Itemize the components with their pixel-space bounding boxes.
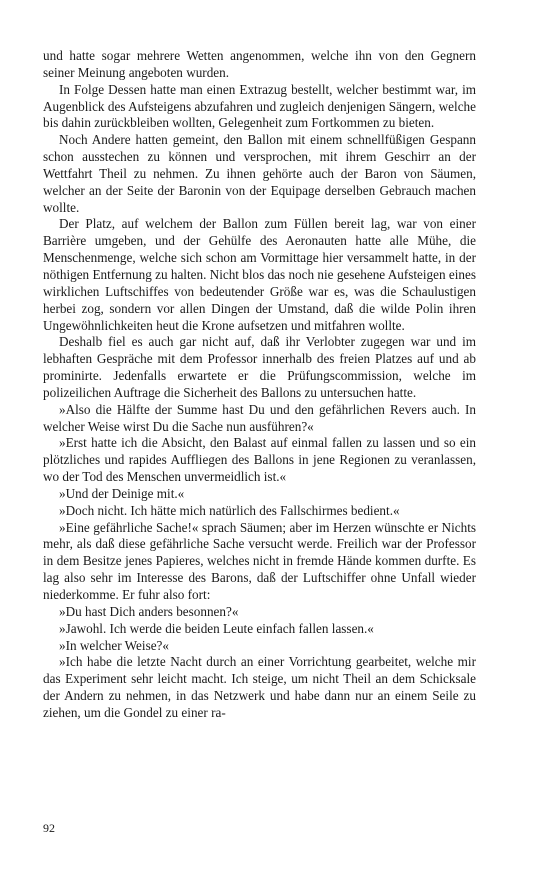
dialogue-line: »Du hast Dich anders besonnen?« bbox=[59, 603, 239, 619]
paragraph: und hatte sogar mehrere Wetten angenommen, welche ihn von den Gegnern seiner Meinung angeboten wurden. bbox=[43, 48, 476, 80]
dialogue-line: »Erst hatte ich die Absicht, den Balast auf einmal fallen zu lassen und so ein plötzliches und rapides Auffliegen des Ballons in jene Regionen zu veranlassen, wo der Tod des Menschen unvermeidlich ist.« bbox=[43, 435, 476, 485]
dialogue-line: »In welcher Weise?« bbox=[59, 637, 170, 653]
paragraph: Deshalb fiel es auch gar nicht auf, daß ihr Verlobter zugegen war und im lebhaften Gespräche mit dem Professor innerhalb des freien Platzes auf und ab prominirte. Jedenfalls erwartete er die Prüfungscommission, welche im polizeilichen Auftrage die Sicherheit des Ballons zu untersuchen hatte. bbox=[43, 334, 476, 400]
paragraph: In Folge Dessen hatte man einen Extrazug bestellt, welcher bestimmt war, im Augenblick des Aufsteigens abzufahren und zugleich denjenigen Sängern, welche bis dahin zurückbleiben wollten, Gelegenheit zum Fortkommen zu bieten. bbox=[43, 81, 476, 131]
dialogue-line: »Also die Hälfte der Summe hast Du und den gefährlichen Revers auch. In welcher Weise wirst Du die Sache nun ausführen?« bbox=[43, 401, 476, 434]
dialogue-line: »Ich habe die letzte Nacht durch an einer Vorrichtung gearbeitet, welche mir das Experiment sehr leicht macht. Ich steige, um nicht Theil an dem Schicksale der Andern zu nehmen, in das Netzwerk und habe dann nur an einem Seile zu ziehen, um die Gondel zu einer ra- bbox=[43, 654, 476, 720]
paragraph: Noch Andere hatten gemeint, den Ballon mit einem schnellfüßigen Gespann schon ausstechen zu können und versprochen, mit ihrem Geschirr an der Wettfahrt Theil zu nehmen. Zu ihnen gehörte auch der Baron von Säumen, welcher an der Seite der Baronin von der Equipage derselben Gebrauch machen wollte. bbox=[43, 132, 476, 215]
page-number: 92 bbox=[43, 821, 55, 835]
dialogue-line: »Jawohl. Ich werde die beiden Leute einfach fallen lassen.« bbox=[59, 620, 374, 636]
dialogue-line: »Doch nicht. Ich hätte mich natürlich des Fallschirmes bedient.« bbox=[59, 502, 400, 518]
dialogue-line: »Und der Deinige mit.« bbox=[59, 485, 185, 501]
paragraph: Der Platz, auf welchem der Ballon zum Füllen bereit lag, war von einer Barrière umgeben, und der Gehülfe des Aeronauten hatte alle Mühe, die Menschenmenge, welche sich schon am Vormittage hier versammelt hatte, in der nöthigen Entfernung zu halten. Nicht blos das noch nie gesehene Aufsteigen eines wirklichen Luftschiffes von bedeutender Größe war es, was die Schaulustigen herbei zog, sondern vor allen Dingen der Umstand, daß die wilde Polin ihren Ungewöhnlichkeiten heut die Krone aufsetzen und mitfahren wollte. bbox=[43, 216, 476, 333]
page-text bbox=[43, 48, 476, 722]
paragraph: »Eine gefährliche Sache!« sprach Säumen; aber im Herzen wünschte er Nichts mehr, als daß diese gefährliche Sache versucht werde. Freilich war der Professor in dem Besitze jenes Papieres, welches nicht in fremde Hände kommen durfte. Es lag also sehr im Interesse des Barons, daß der Luftschiffer ohne Unfall wieder niederkomme. Er fuhr also fort: bbox=[43, 519, 476, 602]
